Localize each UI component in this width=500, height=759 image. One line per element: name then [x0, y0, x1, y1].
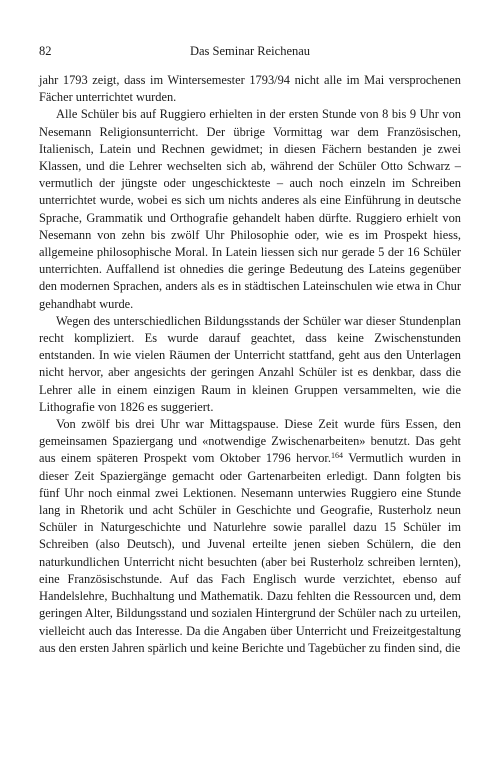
page-number: 82 — [39, 44, 52, 58]
paragraph-text: Von zwölf bis drei Uhr war Mittagspause. Diese Zeit wurde fürs Essen, den gemeinsamen Spaziergang und «notwendige Zwischenarbeiten» benutzt. Das geht aus einem späteren Prospekt vom Oktober 1796 hervor. — [39, 417, 461, 466]
paragraph-continued: jahr 1793 zeigt, dass im Wintersemester 1793/94 nicht alle im Mai versprochenen Fächer unterrichtet wurden. — [39, 73, 461, 105]
paragraph: Wegen des unterschiedlichen Bildungsstands der Schüler war dieser Stundenplan recht kompliziert. Es wurde darauf geachtet, dass keine Zwischenstunden entstanden. In wie vielen Räumen der Unterricht stattfand, geht aus den Unterlagen nicht hervor, aber angesichts der geringen Anzahl Schüler ist es denkbar, dass die Lehrer alle in einem einzigen Raum in kleinen Gruppen versammelten, wie die Lithografie von 1826 es suggeriert. — [39, 313, 461, 414]
body-text — [39, 72, 461, 657]
footnote-marker[interactable]: 164 — [330, 451, 343, 461]
running-title: Das Seminar Reichenau — [189, 44, 311, 58]
page-header — [39, 42, 461, 60]
paragraph-text: Vermutlich wurden in dieser Zeit Spaziergänge gemacht oder Gartenarbeiten erledigt. Dann folgten bis fünf Uhr noch einmal zwei Lektionen. Nesemann unterwies Ruggiero eine Stunde lang in Rhetorik und acht Schüler in Geschichte und Geografie, Rusterholz neun Schüler in Naturgeschichte und Naturlehre sowie parallel dazu 15 Schüler im Schreiben (also Deutsch), und Juvenal erteilte jenen sieben Schülern, die den naturkundlichen Unterricht nicht besuchten (aber bei Rusterholz schreiben lernten), eine Französischstunde. Auf das Fach Englisch wurde verzichtet, ebenso auf Handelslehre, Buchhaltung und Mathematik. Dazu fehlten die Ressourcen und, dem geringen Alter, Bildungsstand und sozialen Hintergrund der Schüler nach zu urteilen, vielleicht auch das Interesse. Da die Angaben über Unterricht und Freizeitgestaltung aus den ersten Jahren spärlich und keine Berichte und Tagebücher zu finden sind, die — [39, 451, 461, 655]
paragraph — [39, 416, 461, 657]
paragraph: Alle Schüler bis auf Ruggiero erhielten in der ersten Stunde von 8 bis 9 Uhr von Nesemann Religionsunterricht. Der übrige Vormittag war dem Französischen, Italienisch, Latein und Rechnen gewidmet; in diesen Fächern bestanden je zwei Klassen, und die Lehrer wechselten sich ab, während der Schüler Otto Schwarz – vermutlich der jüngste oder ungeschickteste – auch noch einzeln im Schreiben unterrichtet wurde, wobei es sich um nichts anderes als eine Einführung in deutsche Sprache, Grammatik und Orthografie gehandelt haben dürfte. Ruggiero erhielt von Nesemann von zehn bis zwölf Uhr Philosophie oder, wie es im Prospekt hiess, allgemeine philosophische Moral. In Latein liessen sich nur gerade 5 der 16 Schüler unterrichten. Auffallend ist ohnedies die geringe Bedeutung des Lateins gegenüber den modernen Sprachen, anders als es in städtischen Lateinschulen wie etwa in Chur gehandhabt wurde. — [39, 107, 461, 311]
